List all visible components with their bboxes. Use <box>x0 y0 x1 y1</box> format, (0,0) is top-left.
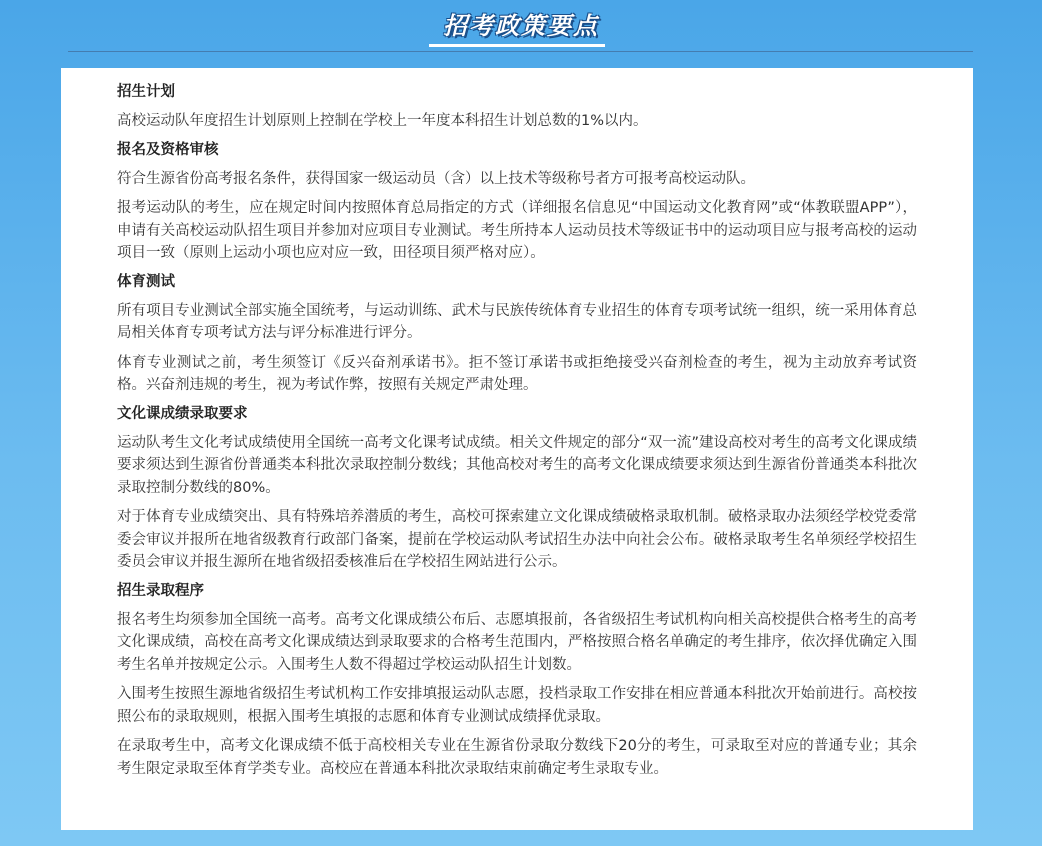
section-title: 报名及资格审核 <box>117 141 219 158</box>
header-banner <box>0 0 1042 52</box>
section-title: 体育测试 <box>117 273 175 290</box>
page-title: 招考政策要点 <box>443 12 599 40</box>
paragraph: 在录取考生中，高考文化课成绩不低于高校相关专业在生源省份录取分数线下20分的考生，可录取至对应的普通专业；其余考生限定录取至体育学类专业。高校应在普通本科批次录取结束前确定考生录取专业。 <box>117 738 917 777</box>
section-title: 招生录取程序 <box>117 582 204 599</box>
paragraph: 运动队考生文化考试成绩使用全国统一高考文化课考试成绩。相关文件规定的部分“双一流”建设高校对考生的高考文化课成绩要求须达到生源省份普通类本科批次录取控制分数线；其他高校对考生的高考文化课成绩要求须达到生源省份普通类本科批次录取控制分数线的80%。 <box>117 434 917 496</box>
paragraph: 入围考生按照生源地省级招生考试机构工作安排填报运动队志愿，投档录取工作安排在相应普通本科批次开始前进行。高校按照公布的录取规则，根据入围考生填报的志愿和体育专业测试成绩择优录取。 <box>117 686 917 725</box>
paragraph: 报考运动队的考生，应在规定时间内按照体育总局指定的方式（详细报名信息见“中国运动文化教育网”或“体教联盟APP”），申请有关高校运动队招生项目并参加对应项目专业测试。考生所持本人运动员技术等级证书中的运动项目应与报考高校的运动项目一致（原则上运动小项也应对应一致，田径项目须严格对应）。 <box>117 200 917 261</box>
section-registration-review <box>117 140 917 265</box>
paragraph: 符合生源省份高考报名条件，获得国家一级运动员（含）以上技术等级称号者方可报考高校运动队。 <box>117 170 755 187</box>
section-enrollment-plan <box>117 82 917 133</box>
section-admission-procedure <box>117 581 917 781</box>
section-sports-test <box>117 272 917 397</box>
paragraph: 体育专业测试之前，考生须签订《反兴奋剂承诺书》。拒不签订承诺书或拒绝接受兴奋剂检查的考生，视为主动放弃考试资格。兴奋剂违规的考生，视为考试作弊，按照有关规定严肃处理。 <box>117 354 917 393</box>
header-divider <box>68 51 973 52</box>
content-panel <box>61 68 973 830</box>
paragraph: 报名考生均须参加全国统一高考。高考文化课成绩公布后、志愿填报前，各省级招生考试机构向相关高校提供合格考生的高考文化课成绩，高校在高考文化课成绩达到录取要求的合格考生范围内，严格按照合格名单确定的考生排序，依次择优确定入围考生名单并按规定公示。入围考生人数不得超过学校运动队招生计划数。 <box>117 611 917 673</box>
section-title: 文化课成绩录取要求 <box>117 405 248 422</box>
paragraph: 高校运动队年度招生计划原则上控制在学校上一年度本科招生计划总数的1%以内。 <box>117 113 648 129</box>
section-academic-requirements <box>117 404 917 574</box>
paragraph: 所有项目专业测试全部实施全国统考，与运动训练、武术与民族传统体育专业招生的体育专项考试统一组织，统一采用体育总局相关体育专项考试方法与评分标准进行评分。 <box>117 302 917 341</box>
section-title: 招生计划 <box>117 84 175 100</box>
title-underline <box>429 44 605 47</box>
paragraph: 对于体育专业成绩突出、具有特殊培养潜质的考生，高校可探索建立文化课成绩破格录取机制。破格录取办法须经学校党委常委会审议并报所在地省级教育行政部门备案，提前在学校运动队考试招生办法中向社会公布。破格录取考生名单须经学校招生委员会审议并报生源所在地省级招委核准后在学校招生网站进行公示。 <box>117 509 917 570</box>
